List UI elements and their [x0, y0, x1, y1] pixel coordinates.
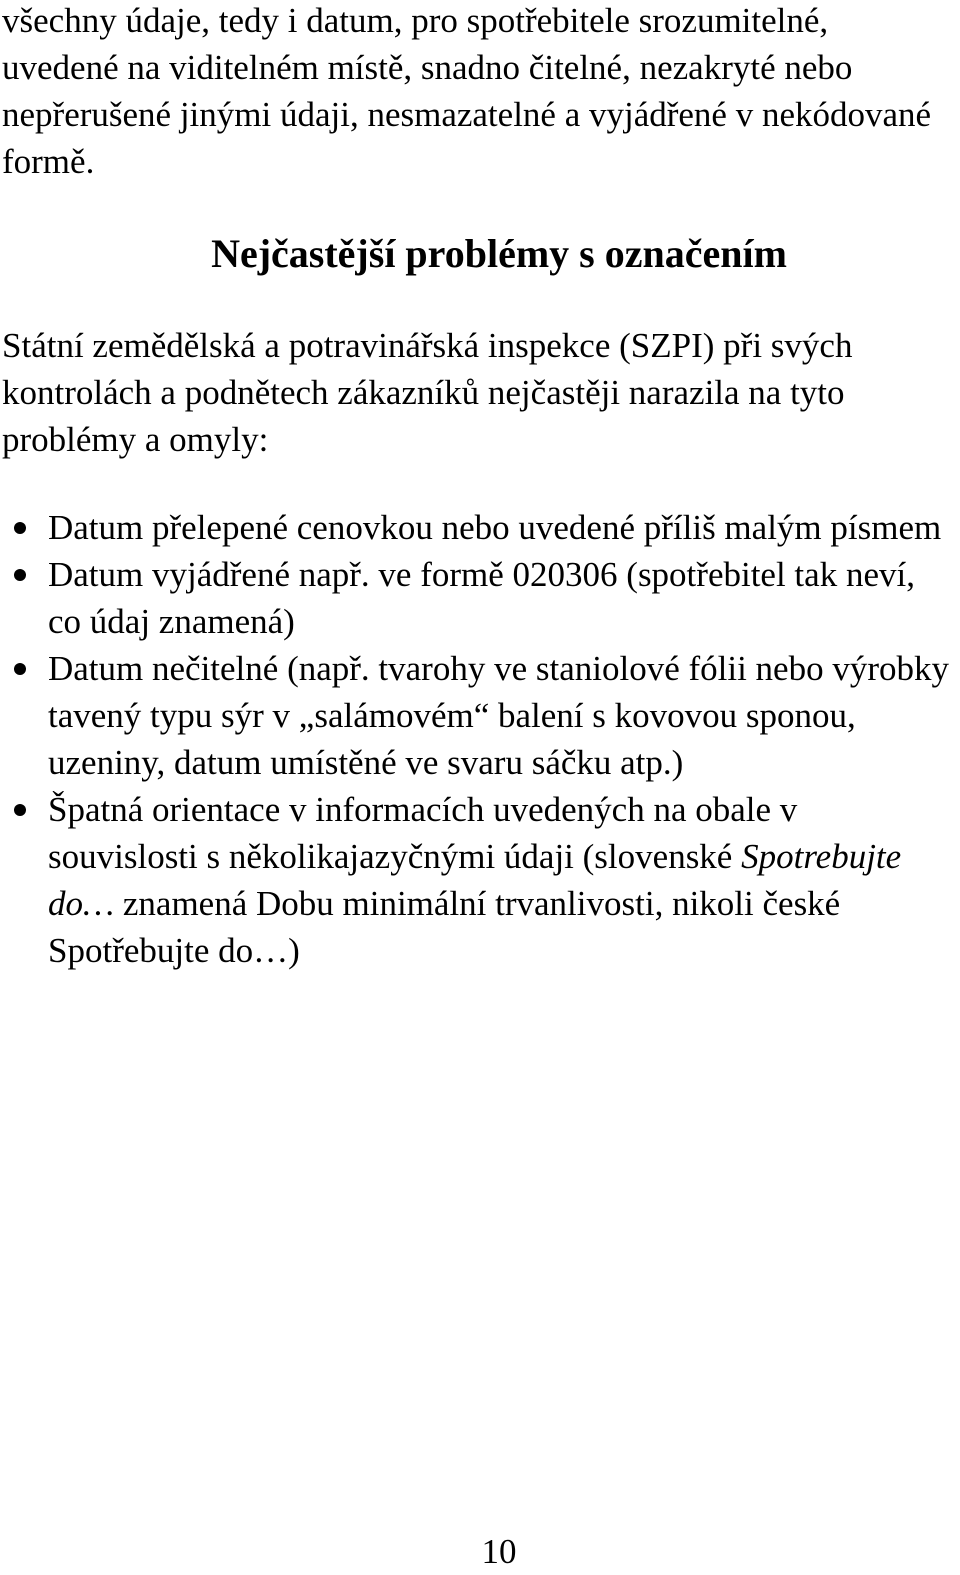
page-number: 10	[481, 1532, 517, 1571]
bullet-icon	[14, 569, 26, 581]
section-paragraph: Státní zemědělská a potravinářská inspekce (SZPI) při svých kontrolách a podnětech zákazníků nejčastěji narazila na tyto problémy a omyly:	[2, 326, 853, 459]
list-item-text: Datum nečitelné (např. tvarohy ve staniolové fólii nebo výrobky tavený typu sýr v „salámovém“ balení s kovovou sponou, uzeniny, datum umístěné ve svaru sáčku atp.)	[48, 649, 949, 782]
list-item	[0, 551, 960, 645]
list-item-text: Datum přelepené cenovkou nebo uvedené příliš malým písmem	[48, 508, 942, 547]
list-item-text	[48, 786, 953, 974]
section-heading: Nejčastější problémy s označením	[211, 231, 787, 276]
intro-paragraph: všechny údaje, tedy i datum, pro spotřebitele srozumitelné, uvedené na viditelném místě, snadno čitelné, nezakryté nebo nepřerušené jinými údaji, nesmazatelné a vyjádřené v nekódované formě.	[2, 1, 932, 181]
bullet-icon	[14, 663, 26, 675]
bullet-icon	[14, 522, 26, 534]
list-item	[0, 645, 960, 786]
list-item	[0, 504, 960, 551]
list-item-text: Datum vyjádřené např. ve formě 020306 (spotřebitel tak neví, co údaj znamená)	[48, 555, 915, 641]
list-item	[0, 786, 960, 974]
list-item-text-part: znamená Dobu minimální trvanlivosti, nikoli české Spotřebujte do…)	[48, 884, 841, 970]
list-item-italic-phrase: Spotrebujte do…	[48, 837, 902, 923]
list-item-text-part: Špatná orientace v informacích uvedených na obale v souvislosti s několikajazyčnými údaji (slovenské	[48, 790, 798, 876]
bullet-icon	[14, 804, 26, 816]
problem-list	[0, 504, 960, 974]
